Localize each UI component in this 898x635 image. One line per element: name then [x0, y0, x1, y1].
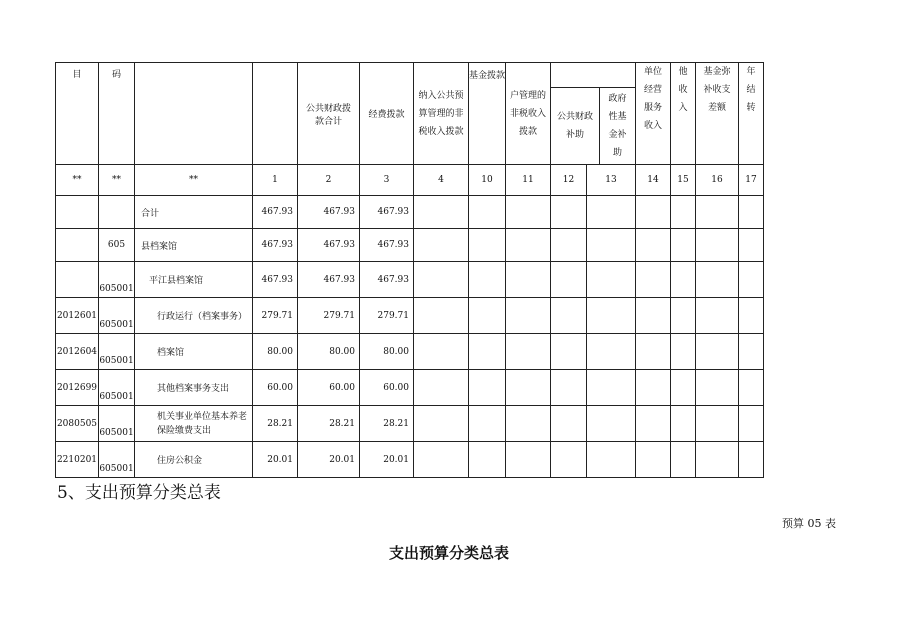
item-name: 县档案馆 — [135, 229, 253, 262]
total-value: 80.00 — [253, 334, 298, 370]
index-cell: 13 — [587, 165, 636, 196]
funds-value: 467.93 — [360, 196, 414, 229]
unit-code: 605001 — [99, 370, 135, 406]
public-finance-value: 467.93 — [298, 229, 360, 262]
table-row — [56, 442, 764, 478]
header-funds: 经费拨款 — [360, 63, 414, 165]
index-cell: ** — [99, 165, 135, 196]
total-value: 467.93 — [253, 262, 298, 298]
header-subject: 目 — [56, 63, 99, 165]
total-value: 60.00 — [253, 370, 298, 406]
header-carryover: 年结转 — [739, 63, 764, 165]
unit-code — [99, 196, 135, 229]
header-public-finance: 公共财政拨款合计 — [298, 63, 360, 165]
subject-code — [56, 229, 99, 262]
item-name: 合计 — [135, 196, 253, 229]
funds-value: 467.93 — [360, 262, 414, 298]
index-cell: 3 — [360, 165, 414, 196]
unit-code: 605 — [99, 229, 135, 262]
index-row — [56, 165, 764, 196]
table-row — [56, 298, 764, 334]
index-cell: 4 — [414, 165, 469, 196]
index-cell: ** — [135, 165, 253, 196]
item-name: 机关事业单位基本养老保险缴费支出 — [135, 406, 253, 442]
item-name: 住房公积金 — [135, 442, 253, 478]
funds-value: 28.21 — [360, 406, 414, 442]
header-operating-income: 单位经营服务收入 — [636, 63, 671, 165]
subject-code: 2012699 — [56, 370, 99, 406]
item-name: 平江县档案馆 — [135, 262, 253, 298]
index-cell: 10 — [469, 165, 506, 196]
funds-value: 467.93 — [360, 229, 414, 262]
index-cell: 14 — [636, 165, 671, 196]
total-value: 28.21 — [253, 406, 298, 442]
budget-table — [55, 62, 764, 478]
index-cell: 1 — [253, 165, 298, 196]
header-row — [56, 63, 764, 165]
table-row — [56, 262, 764, 298]
total-value: 279.71 — [253, 298, 298, 334]
unit-code: 605001 — [99, 442, 135, 478]
total-value: 467.93 — [253, 196, 298, 229]
unit-code: 605001 — [99, 298, 135, 334]
total-value: 20.01 — [253, 442, 298, 478]
unit-code: 605001 — [99, 406, 135, 442]
section-title: 5、支出预算分类总表 — [57, 483, 221, 503]
subject-code: 2012601 — [56, 298, 99, 334]
public-finance-value: 28.21 — [298, 406, 360, 442]
unit-code: 605001 — [99, 262, 135, 298]
subsidy-group-label — [551, 63, 635, 88]
index-cell: 16 — [696, 165, 739, 196]
header-subsidy-group — [551, 63, 636, 165]
public-finance-value: 467.93 — [298, 262, 360, 298]
index-cell: 17 — [739, 165, 764, 196]
funds-value: 279.71 — [360, 298, 414, 334]
index-cell: 12 — [551, 165, 587, 196]
public-finance-value: 60.00 — [298, 370, 360, 406]
table-row — [56, 370, 764, 406]
item-name: 档案馆 — [135, 334, 253, 370]
header-total — [253, 63, 298, 165]
page-title: 支出预算分类总表 — [388, 544, 509, 562]
table-row — [56, 406, 764, 442]
header-name — [135, 63, 253, 165]
funds-value: 80.00 — [360, 334, 414, 370]
public-finance-value: 279.71 — [298, 298, 360, 334]
subject-code: 2210201 — [56, 442, 99, 478]
header-other-income: 他收入 — [671, 63, 696, 165]
header-nontax: 纳入公共预算管理的非税收入拨款 — [414, 63, 469, 165]
header-gov-fund-subsidy: 政府性基金补助 — [608, 94, 627, 158]
public-finance-value: 467.93 — [298, 196, 360, 229]
subsidy-subtable — [551, 63, 635, 164]
index-cell: 2 — [298, 165, 360, 196]
subject-code — [56, 262, 99, 298]
table-row — [56, 196, 764, 229]
subject-code: 2012604 — [56, 334, 99, 370]
header-code: 码 — [99, 63, 135, 165]
public-finance-value: 20.01 — [298, 442, 360, 478]
subject-code: 2080505 — [56, 406, 99, 442]
header-fund-gap: 基金弥补收支差额 — [696, 63, 739, 165]
index-cell: ** — [56, 165, 99, 196]
table-row — [56, 334, 764, 370]
public-finance-value: 80.00 — [298, 334, 360, 370]
index-cell: 11 — [506, 165, 551, 196]
table-number: 预算 05 表 — [782, 517, 836, 530]
header-fund-allocation: 基金拨款 — [469, 63, 506, 165]
unit-code: 605001 — [99, 334, 135, 370]
index-cell: 15 — [671, 165, 696, 196]
funds-value: 60.00 — [360, 370, 414, 406]
item-name: 行政运行（档案事务） — [135, 298, 253, 334]
subject-code — [56, 196, 99, 229]
funds-value: 20.01 — [360, 442, 414, 478]
header-account-nontax: 户管理的非税收入拨款 — [506, 63, 551, 165]
table-row — [56, 229, 764, 262]
total-value: 467.93 — [253, 229, 298, 262]
header-public-subsidy: 公共财政补助 — [551, 88, 600, 165]
item-name: 其他档案事务支出 — [135, 370, 253, 406]
